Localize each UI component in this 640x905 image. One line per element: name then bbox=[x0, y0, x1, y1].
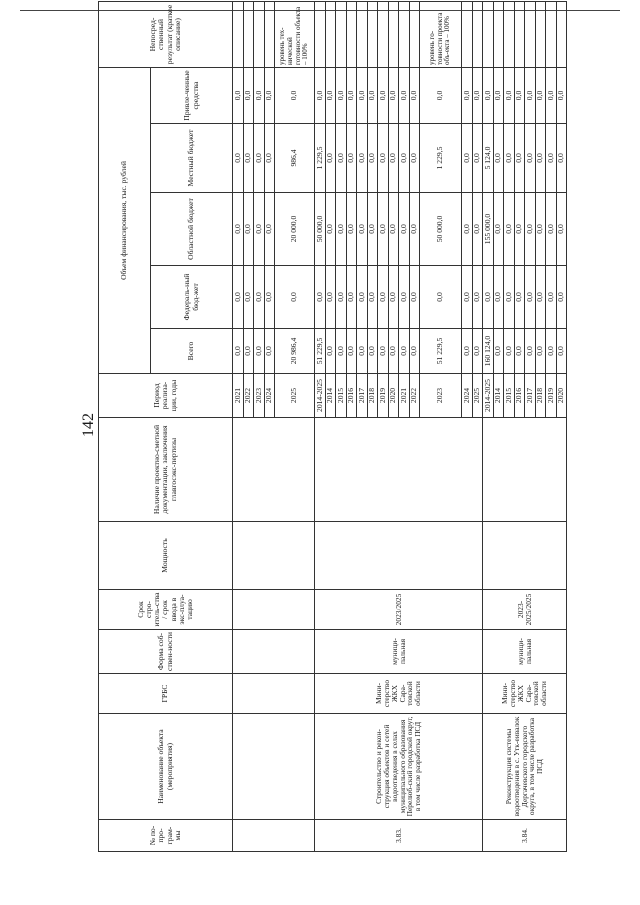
cell-period: 2019 bbox=[546, 374, 557, 418]
cell-period: 2017 bbox=[357, 374, 368, 418]
cell-local: 0,0 bbox=[325, 124, 336, 193]
item-ownership: муници-пальная bbox=[483, 630, 567, 674]
cell-local: 0,0 bbox=[556, 124, 567, 193]
cell-result bbox=[264, 2, 275, 68]
cell-period: 2022 bbox=[243, 374, 254, 418]
cell-federal: 0,0 bbox=[346, 266, 357, 329]
cell-total: 0,0 bbox=[546, 329, 557, 374]
cell-local: 0,0 bbox=[462, 124, 473, 193]
cell-local: 986,4 bbox=[275, 124, 315, 193]
cell-federal: 0,0 bbox=[472, 266, 483, 329]
item-number: 3.84. bbox=[483, 820, 567, 852]
cell-attracted: 0,0 bbox=[556, 68, 567, 124]
cell-attracted: 0,0 bbox=[325, 68, 336, 124]
table-row bbox=[315, 2, 326, 852]
cell-total: 0,0 bbox=[243, 329, 254, 374]
cell-period: 2018 bbox=[367, 374, 378, 418]
cell-result bbox=[254, 2, 265, 68]
header-grbs: ГРБС bbox=[99, 674, 233, 714]
cell-attracted: 0,0 bbox=[264, 68, 275, 124]
header-total: Всего bbox=[151, 329, 233, 374]
cell-regional: 0,0 bbox=[462, 193, 473, 266]
cell-period: 2018 bbox=[535, 374, 546, 418]
cell-regional: 0,0 bbox=[378, 193, 389, 266]
cell-local: 0,0 bbox=[388, 124, 399, 193]
cell-period: 2023 bbox=[420, 374, 462, 418]
cell-regional: 0,0 bbox=[325, 193, 336, 266]
cell-attracted: 0,0 bbox=[472, 68, 483, 124]
cell-period: 2023 bbox=[254, 374, 265, 418]
cell-federal: 0,0 bbox=[462, 266, 473, 329]
item-psd bbox=[233, 418, 315, 522]
cell-total: 0,0 bbox=[535, 329, 546, 374]
cell-regional: 0,0 bbox=[409, 193, 420, 266]
cell-period: 2019 bbox=[378, 374, 389, 418]
item-power bbox=[233, 522, 315, 590]
cell-total: 0,0 bbox=[367, 329, 378, 374]
cell-result: уровень го-товности проекта объ-екта – 100% bbox=[420, 2, 462, 68]
cell-federal: 0,0 bbox=[420, 266, 462, 329]
cell-period: 2021 bbox=[399, 374, 410, 418]
cell-local: 1 229,5 bbox=[315, 124, 326, 193]
cell-total: 0,0 bbox=[409, 329, 420, 374]
cell-result: уровень тех-нической готовности объекта – 100% bbox=[275, 2, 315, 68]
cell-attracted: 0,0 bbox=[493, 68, 504, 124]
cell-result bbox=[462, 2, 473, 68]
header-psd: Наличие проектно-сметной документации, заключения главгосэкс-пертизы bbox=[99, 418, 233, 522]
cell-period: 2024 bbox=[264, 374, 275, 418]
cell-federal: 0,0 bbox=[336, 266, 347, 329]
cell-attracted: 0,0 bbox=[336, 68, 347, 124]
cell-attracted: 0,0 bbox=[275, 68, 315, 124]
cell-local: 0,0 bbox=[243, 124, 254, 193]
cell-period: 2015 bbox=[336, 374, 347, 418]
header-attracted: Привле-ченные средства bbox=[151, 68, 233, 124]
cell-regional: 0,0 bbox=[514, 193, 525, 266]
cell-result bbox=[472, 2, 483, 68]
cell-total: 0,0 bbox=[525, 329, 536, 374]
cell-period: 2021 bbox=[233, 374, 244, 418]
cell-total: 0,0 bbox=[336, 329, 347, 374]
cell-local: 0,0 bbox=[367, 124, 378, 193]
cell-regional: 0,0 bbox=[388, 193, 399, 266]
cell-local: 5 124,0 bbox=[483, 124, 494, 193]
cell-federal: 0,0 bbox=[254, 266, 265, 329]
header-power: Мощность bbox=[99, 522, 233, 590]
cell-local: 0,0 bbox=[264, 124, 275, 193]
cell-regional: 0,0 bbox=[357, 193, 368, 266]
cell-result bbox=[525, 2, 536, 68]
cell-local: 0,0 bbox=[535, 124, 546, 193]
header-federal: Федераль-ный бюд-жет bbox=[151, 266, 233, 329]
cell-total: 0,0 bbox=[493, 329, 504, 374]
cell-federal: 0,0 bbox=[504, 266, 515, 329]
cell-period: 2022 bbox=[409, 374, 420, 418]
header-num: № по-про-грам-мы bbox=[99, 820, 233, 852]
cell-federal: 0,0 bbox=[409, 266, 420, 329]
cell-federal: 0,0 bbox=[315, 266, 326, 329]
header-regional: Областной бюджет bbox=[151, 193, 233, 266]
cell-attracted: 0,0 bbox=[378, 68, 389, 124]
table-body bbox=[233, 2, 567, 852]
cell-local: 0,0 bbox=[336, 124, 347, 193]
cell-total: 0,0 bbox=[504, 329, 515, 374]
cell-regional: 0,0 bbox=[535, 193, 546, 266]
cell-period: 2025 bbox=[275, 374, 315, 418]
cell-total: 0,0 bbox=[346, 329, 357, 374]
cell-federal: 0,0 bbox=[525, 266, 536, 329]
cell-attracted: 0,0 bbox=[483, 68, 494, 124]
cell-total: 0,0 bbox=[556, 329, 567, 374]
cell-federal: 0,0 bbox=[483, 266, 494, 329]
header-local: Местный бюджет bbox=[151, 124, 233, 193]
item-term: 2023-2025/2025 bbox=[483, 590, 567, 630]
cell-federal: 0,0 bbox=[233, 266, 244, 329]
cell-total: 0,0 bbox=[254, 329, 265, 374]
cell-regional: 0,0 bbox=[336, 193, 347, 266]
cell-attracted: 0,0 bbox=[420, 68, 462, 124]
cell-period: 2020 bbox=[388, 374, 399, 418]
item-ownership bbox=[233, 630, 315, 674]
cell-total: 0,0 bbox=[378, 329, 389, 374]
cell-total: 0,0 bbox=[357, 329, 368, 374]
cell-federal: 0,0 bbox=[556, 266, 567, 329]
cell-regional: 20 000,0 bbox=[275, 193, 315, 266]
funding-table bbox=[98, 1, 567, 852]
item-name bbox=[233, 714, 315, 820]
cell-local: 0,0 bbox=[472, 124, 483, 193]
table-row bbox=[233, 2, 244, 852]
cell-total: 160 124,0 bbox=[483, 329, 494, 374]
cell-federal: 0,0 bbox=[325, 266, 336, 329]
cell-result bbox=[367, 2, 378, 68]
cell-period: 2014-2025 bbox=[483, 374, 494, 418]
cell-attracted: 0,0 bbox=[535, 68, 546, 124]
header-period: Период реализа-ции, годы bbox=[99, 374, 233, 418]
cell-regional: 0,0 bbox=[346, 193, 357, 266]
cell-local: 0,0 bbox=[346, 124, 357, 193]
cell-federal: 0,0 bbox=[546, 266, 557, 329]
cell-local: 1 229,5 bbox=[420, 124, 462, 193]
cell-result bbox=[315, 2, 326, 68]
cell-regional: 0,0 bbox=[472, 193, 483, 266]
cell-attracted: 0,0 bbox=[315, 68, 326, 124]
cell-attracted: 0,0 bbox=[367, 68, 378, 124]
cell-attracted: 0,0 bbox=[399, 68, 410, 124]
cell-local: 0,0 bbox=[399, 124, 410, 193]
cell-federal: 0,0 bbox=[367, 266, 378, 329]
cell-result bbox=[409, 2, 420, 68]
cell-period: 2015 bbox=[504, 374, 515, 418]
header-result: Непосред-ственный результат (краткое описание) bbox=[99, 2, 233, 68]
cell-result bbox=[357, 2, 368, 68]
cell-local: 0,0 bbox=[357, 124, 368, 193]
item-power bbox=[483, 522, 567, 590]
cell-local: 0,0 bbox=[525, 124, 536, 193]
cell-period: 2016 bbox=[514, 374, 525, 418]
cell-total: 0,0 bbox=[462, 329, 473, 374]
cell-result bbox=[483, 2, 494, 68]
cell-period: 2025 bbox=[472, 374, 483, 418]
cell-regional: 0,0 bbox=[525, 193, 536, 266]
cell-attracted: 0,0 bbox=[525, 68, 536, 124]
cell-total: 0,0 bbox=[233, 329, 244, 374]
item-psd bbox=[483, 418, 567, 522]
cell-result bbox=[535, 2, 546, 68]
cell-result bbox=[546, 2, 557, 68]
cell-result bbox=[399, 2, 410, 68]
cell-regional: 0,0 bbox=[493, 193, 504, 266]
cell-result bbox=[325, 2, 336, 68]
cell-result bbox=[243, 2, 254, 68]
cell-federal: 0,0 bbox=[514, 266, 525, 329]
cell-federal: 0,0 bbox=[357, 266, 368, 329]
cell-federal: 0,0 bbox=[243, 266, 254, 329]
header-name: Наименование объекта (мероприятия) bbox=[99, 714, 233, 820]
cell-attracted: 0,0 bbox=[233, 68, 244, 124]
cell-regional: 0,0 bbox=[367, 193, 378, 266]
cell-result bbox=[233, 2, 244, 68]
cell-regional: 50 000,0 bbox=[315, 193, 326, 266]
item-psd bbox=[315, 418, 483, 522]
cell-federal: 0,0 bbox=[399, 266, 410, 329]
header-form: Форма соб-ствен-ности bbox=[99, 630, 233, 674]
cell-local: 0,0 bbox=[493, 124, 504, 193]
cell-attracted: 0,0 bbox=[462, 68, 473, 124]
cell-result bbox=[388, 2, 399, 68]
cell-attracted: 0,0 bbox=[346, 68, 357, 124]
cell-result bbox=[346, 2, 357, 68]
header-term: Срок стро-итель-ства / срок ввода в экс-плуа-тацию bbox=[99, 590, 233, 630]
cell-attracted: 0,0 bbox=[546, 68, 557, 124]
cell-local: 0,0 bbox=[546, 124, 557, 193]
cell-local: 0,0 bbox=[504, 124, 515, 193]
cell-federal: 0,0 bbox=[378, 266, 389, 329]
cell-attracted: 0,0 bbox=[514, 68, 525, 124]
item-grbs: Мини-стерство ЖКХ Сара-товской области bbox=[483, 674, 567, 714]
cell-total: 0,0 bbox=[264, 329, 275, 374]
cell-total: 0,0 bbox=[399, 329, 410, 374]
cell-regional: 0,0 bbox=[233, 193, 244, 266]
cell-total: 20 986,4 bbox=[275, 329, 315, 374]
cell-federal: 0,0 bbox=[264, 266, 275, 329]
cell-result bbox=[556, 2, 567, 68]
cell-regional: 0,0 bbox=[254, 193, 265, 266]
cell-attracted: 0,0 bbox=[504, 68, 515, 124]
cell-total: 0,0 bbox=[388, 329, 399, 374]
item-name: Строительство и рекон-струкция объектов и сетей водоотведения в селах муниципального образования Перелюб-ский городской округ, в том числе разработка ПСД bbox=[315, 714, 483, 820]
cell-regional: 0,0 bbox=[504, 193, 515, 266]
cell-total: 0,0 bbox=[472, 329, 483, 374]
header-funding: Объем финансирования, тыс. рублей bbox=[99, 68, 151, 374]
item-term: 2023/2025 bbox=[315, 590, 483, 630]
cell-regional: 0,0 bbox=[399, 193, 410, 266]
item-number bbox=[233, 820, 315, 852]
cell-regional: 155 000,0 bbox=[483, 193, 494, 266]
cell-period: 2016 bbox=[346, 374, 357, 418]
cell-local: 0,0 bbox=[409, 124, 420, 193]
cell-local: 0,0 bbox=[514, 124, 525, 193]
cell-period: 2017 bbox=[525, 374, 536, 418]
cell-local: 0,0 bbox=[233, 124, 244, 193]
cell-local: 0,0 bbox=[378, 124, 389, 193]
cell-period: 2014 bbox=[493, 374, 504, 418]
item-term bbox=[233, 590, 315, 630]
table-row bbox=[483, 2, 494, 852]
cell-regional: 0,0 bbox=[264, 193, 275, 266]
cell-period: 2024 bbox=[462, 374, 473, 418]
cell-regional: 0,0 bbox=[556, 193, 567, 266]
cell-attracted: 0,0 bbox=[254, 68, 265, 124]
cell-period: 2014-2025 bbox=[315, 374, 326, 418]
cell-result bbox=[514, 2, 525, 68]
cell-regional: 0,0 bbox=[546, 193, 557, 266]
cell-attracted: 0,0 bbox=[409, 68, 420, 124]
cell-local: 0,0 bbox=[254, 124, 265, 193]
item-grbs bbox=[233, 674, 315, 714]
cell-federal: 0,0 bbox=[535, 266, 546, 329]
rotated-table-container bbox=[98, 4, 620, 852]
cell-total: 51 229,5 bbox=[315, 329, 326, 374]
cell-period: 2014 bbox=[325, 374, 336, 418]
cell-federal: 0,0 bbox=[493, 266, 504, 329]
cell-regional: 0,0 bbox=[243, 193, 254, 266]
cell-result bbox=[378, 2, 389, 68]
cell-federal: 0,0 bbox=[275, 266, 315, 329]
page-number: 142 bbox=[80, 413, 97, 437]
cell-regional: 50 000,0 bbox=[420, 193, 462, 266]
item-grbs: Мини-стерство ЖКХ Сара-товской области bbox=[315, 674, 483, 714]
cell-attracted: 0,0 bbox=[357, 68, 368, 124]
cell-result bbox=[493, 2, 504, 68]
cell-result bbox=[336, 2, 347, 68]
cell-period: 2020 bbox=[556, 374, 567, 418]
cell-attracted: 0,0 bbox=[243, 68, 254, 124]
cell-result bbox=[504, 2, 515, 68]
item-number: 3.83. bbox=[315, 820, 483, 852]
cell-total: 0,0 bbox=[325, 329, 336, 374]
cell-total: 51 229,5 bbox=[420, 329, 462, 374]
cell-attracted: 0,0 bbox=[388, 68, 399, 124]
item-power bbox=[315, 522, 483, 590]
cell-federal: 0,0 bbox=[388, 266, 399, 329]
item-name: Реконструкция системы водоотведения в с. Утк-еивалок Дергачевского городского округа, в том числе разработка ПСД bbox=[483, 714, 567, 820]
cell-total: 0,0 bbox=[514, 329, 525, 374]
item-ownership: муници-пальная bbox=[315, 630, 483, 674]
